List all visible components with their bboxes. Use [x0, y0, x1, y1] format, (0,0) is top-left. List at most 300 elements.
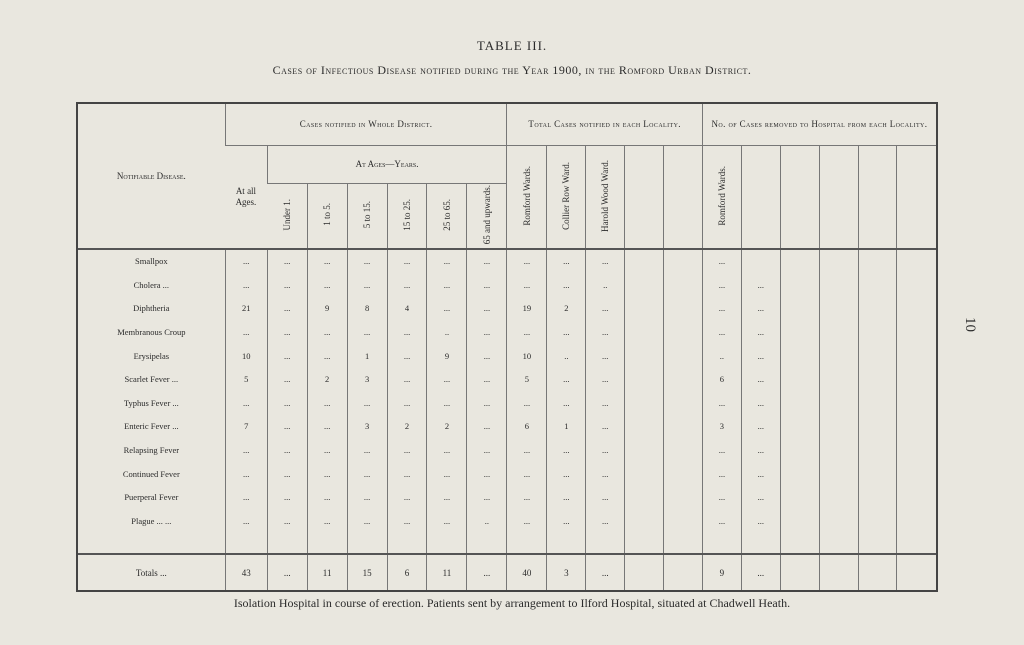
age-col-header: 5 to 15. — [347, 183, 387, 248]
table-subtitle: Cases of Infectious Disease notified during the Year 1900, in the Romford Urban District. — [272, 63, 752, 77]
removed-value — [858, 320, 897, 344]
age-value: 1 — [347, 344, 387, 368]
age-value: ... — [307, 320, 347, 344]
age-value: 2 — [427, 415, 467, 439]
disease-name: Cholera ... — [133, 279, 170, 290]
age-value: ... — [307, 415, 347, 439]
removed-value — [858, 554, 897, 590]
table-row — [78, 391, 936, 415]
empty-cell — [225, 532, 267, 554]
age-value: ... — [347, 509, 387, 533]
locality-value — [625, 249, 664, 274]
locality-value — [664, 509, 703, 533]
removed-value — [897, 367, 936, 391]
removed-value: ... — [702, 462, 741, 486]
locality-value: ... — [507, 438, 547, 462]
removed-value — [819, 320, 858, 344]
removed-value — [858, 367, 897, 391]
removed-value: ... — [702, 249, 741, 274]
at-ages-header: At Ages—Years. — [267, 146, 507, 184]
locality-value: 6 — [507, 415, 547, 439]
locality-value: ... — [507, 249, 547, 274]
removed-value — [819, 367, 858, 391]
locality-value: ... — [586, 554, 625, 590]
disease-name: Erysipelas — [133, 350, 170, 361]
removed-value: .. — [702, 344, 741, 368]
removed-value: ... — [702, 273, 741, 297]
age-value: ... — [347, 320, 387, 344]
empty-cell — [307, 532, 347, 554]
disease-name: Scarlet Fever ... — [124, 374, 179, 385]
removed-value — [897, 391, 936, 415]
removed-value — [897, 485, 936, 509]
age-value: ... — [347, 485, 387, 509]
all-ages-value: ... — [225, 462, 267, 486]
removed-value — [780, 249, 819, 274]
locality-value: ... — [547, 438, 586, 462]
removed-value: ... — [702, 391, 741, 415]
locality-value: ... — [507, 320, 547, 344]
age-value: ... — [267, 462, 307, 486]
age-value: 15 — [347, 554, 387, 590]
locality-value: ... — [507, 485, 547, 509]
removed-value: ... — [741, 438, 780, 462]
age-value: 4 — [387, 297, 427, 321]
removed-value — [780, 320, 819, 344]
age-value: ... — [467, 273, 507, 297]
removed-value — [858, 297, 897, 321]
age-value: ... — [267, 438, 307, 462]
locality-value: 5 — [507, 367, 547, 391]
empty-cell — [625, 532, 664, 554]
removed-value: ... — [741, 297, 780, 321]
age-value: ... — [387, 485, 427, 509]
age-value: ... — [267, 249, 307, 274]
empty-cell — [586, 532, 625, 554]
disease-name: Continued Fever — [122, 468, 180, 479]
age-value: 9 — [307, 297, 347, 321]
empty-cell — [347, 532, 387, 554]
age-value: ... — [427, 391, 467, 415]
age-value: ... — [347, 391, 387, 415]
removed-value — [819, 554, 858, 590]
age-col-header: 1 to 5. — [307, 183, 347, 248]
age-value: ... — [467, 438, 507, 462]
locality-value — [625, 554, 664, 590]
age-value: ... — [347, 273, 387, 297]
locality-value — [664, 485, 703, 509]
locality-value: ... — [547, 462, 586, 486]
removed-value: ... — [702, 320, 741, 344]
locality-value: ... — [586, 415, 625, 439]
empty-cell — [780, 532, 819, 554]
removed-value — [780, 391, 819, 415]
empty-cell — [267, 532, 307, 554]
removed-col-header: Romford Wards. — [702, 146, 741, 249]
table-row — [78, 320, 936, 344]
locality-header: Total Cases notified in each Locality. — [507, 104, 703, 146]
removed-value — [819, 415, 858, 439]
removed-value — [780, 344, 819, 368]
removed-value — [780, 415, 819, 439]
table-row — [78, 344, 936, 368]
locality-value — [664, 415, 703, 439]
disease-name: Diphtheria — [133, 303, 170, 314]
locality-value — [625, 485, 664, 509]
locality-value — [625, 344, 664, 368]
age-value: ... — [387, 509, 427, 533]
locality-value — [664, 297, 703, 321]
locality-value — [664, 320, 703, 344]
removed-value — [897, 554, 936, 590]
age-value: .. — [427, 320, 467, 344]
all-ages-value: 43 — [225, 554, 267, 590]
empty-cell — [819, 532, 858, 554]
empty-cell — [858, 532, 897, 554]
empty-cell — [897, 532, 936, 554]
table-row — [78, 297, 936, 321]
locality-value — [664, 391, 703, 415]
locality-value: ... — [586, 367, 625, 391]
removed-value — [819, 509, 858, 533]
locality-value: ... — [547, 273, 586, 297]
table-row — [78, 367, 936, 391]
locality-col-header — [625, 146, 664, 249]
age-value: ... — [387, 438, 427, 462]
locality-value: ... — [547, 391, 586, 415]
locality-value: 2 — [547, 297, 586, 321]
table-row — [78, 509, 936, 533]
removed-value — [858, 415, 897, 439]
age-value: ... — [467, 297, 507, 321]
age-value: ... — [347, 438, 387, 462]
age-value: ... — [267, 509, 307, 533]
locality-value: ... — [586, 485, 625, 509]
age-value: ... — [307, 509, 347, 533]
age-value: ... — [427, 462, 467, 486]
disease-name: Membranous Croup — [117, 327, 186, 338]
removed-value — [819, 344, 858, 368]
age-value: ... — [387, 273, 427, 297]
disease-name: Relapsing Fever — [123, 444, 180, 455]
removed-value: ... — [741, 509, 780, 533]
removed-value — [780, 462, 819, 486]
all-ages-value: ... — [225, 249, 267, 274]
age-value: ... — [307, 391, 347, 415]
table-row — [78, 415, 936, 439]
removed-value — [780, 297, 819, 321]
disease-name: Typhus Fever ... — [123, 397, 179, 408]
removed-value: ... — [702, 509, 741, 533]
locality-value: ... — [586, 438, 625, 462]
removed-value — [858, 509, 897, 533]
locality-value — [625, 273, 664, 297]
age-value: 11 — [307, 554, 347, 590]
locality-value: ... — [586, 297, 625, 321]
age-value: ... — [467, 249, 507, 274]
empty-cell — [547, 532, 586, 554]
removed-value — [897, 462, 936, 486]
age-value: ... — [427, 273, 467, 297]
age-value: ... — [467, 462, 507, 486]
removed-col-header — [741, 146, 780, 249]
locality-value — [664, 554, 703, 590]
locality-value: ... — [586, 391, 625, 415]
age-value: ... — [347, 249, 387, 274]
disease-name: Smallpox — [135, 256, 168, 267]
age-value: ... — [267, 554, 307, 590]
disease-name: Puerperal Fever — [124, 492, 179, 503]
removed-value — [858, 344, 897, 368]
age-value: ... — [267, 367, 307, 391]
removed-value: 3 — [702, 415, 741, 439]
age-value: ... — [387, 344, 427, 368]
locality-value: ... — [507, 391, 547, 415]
age-value: ... — [267, 485, 307, 509]
age-col-header: Under 1. — [267, 183, 307, 248]
locality-value — [664, 462, 703, 486]
removed-value — [780, 509, 819, 533]
age-value: ... — [427, 438, 467, 462]
removed-value — [780, 485, 819, 509]
locality-col-header: Romford Wards. — [507, 146, 547, 249]
age-value: ... — [427, 367, 467, 391]
removed-value — [897, 438, 936, 462]
age-value: ... — [307, 485, 347, 509]
age-value: ... — [387, 320, 427, 344]
all-ages-value: 21 — [225, 297, 267, 321]
age-value: ... — [267, 297, 307, 321]
empty-cell — [467, 532, 507, 554]
age-value: ... — [307, 462, 347, 486]
age-value: ... — [387, 462, 427, 486]
disease-column-header: Notifiable Disease. — [78, 104, 225, 249]
removed-to-hospital-header: No. of Cases removed to Hospital from each Locality. — [702, 104, 936, 146]
age-value: ... — [427, 249, 467, 274]
age-value: ... — [307, 344, 347, 368]
all-ages-value: ... — [225, 391, 267, 415]
age-value: ... — [467, 485, 507, 509]
all-ages-value: ... — [225, 320, 267, 344]
removed-value: 6 — [702, 367, 741, 391]
age-value: ... — [467, 344, 507, 368]
removed-value — [780, 438, 819, 462]
all-ages-value: ... — [225, 438, 267, 462]
age-value: ... — [347, 462, 387, 486]
locality-value — [625, 391, 664, 415]
removed-value: ... — [741, 273, 780, 297]
age-value: ... — [467, 415, 507, 439]
removed-value: ... — [741, 462, 780, 486]
removed-value — [819, 485, 858, 509]
all-ages-value: 10 — [225, 344, 267, 368]
age-value: 11 — [427, 554, 467, 590]
age-value: ... — [427, 509, 467, 533]
age-value: .. — [467, 509, 507, 533]
age-value: ... — [267, 391, 307, 415]
removed-value — [897, 344, 936, 368]
removed-value — [858, 273, 897, 297]
age-value: 9 — [427, 344, 467, 368]
locality-value: ... — [586, 320, 625, 344]
table-row — [78, 462, 936, 486]
age-value: 2 — [307, 367, 347, 391]
all-ages-value: ... — [225, 273, 267, 297]
removed-value — [780, 367, 819, 391]
age-value: 2 — [387, 415, 427, 439]
age-value: ... — [467, 554, 507, 590]
table-row — [78, 438, 936, 462]
removed-value — [897, 509, 936, 533]
age-value: ... — [267, 344, 307, 368]
age-value: ... — [307, 273, 347, 297]
age-value: ... — [267, 273, 307, 297]
removed-value — [819, 273, 858, 297]
locality-col-header: Harold Wood Ward. — [586, 146, 625, 249]
removed-value — [897, 320, 936, 344]
age-value: ... — [387, 367, 427, 391]
spacer-row — [78, 532, 936, 554]
locality-value: ... — [586, 344, 625, 368]
age-value: 8 — [347, 297, 387, 321]
removed-value: 9 — [702, 554, 741, 590]
locality-value — [625, 415, 664, 439]
age-col-header: 15 to 25. — [387, 183, 427, 248]
locality-value: ... — [547, 509, 586, 533]
locality-value: 1 — [547, 415, 586, 439]
empty-cell — [427, 532, 467, 554]
locality-value: ... — [507, 509, 547, 533]
age-col-header: 65 and upwards. — [467, 183, 507, 248]
disease-name: Totals ... — [78, 554, 225, 590]
locality-value — [625, 462, 664, 486]
locality-value: 40 — [507, 554, 547, 590]
age-value: ... — [467, 367, 507, 391]
table-title: TABLE III. — [476, 38, 548, 53]
locality-value: ... — [586, 249, 625, 274]
locality-col-header — [664, 146, 703, 249]
locality-value: ... — [547, 249, 586, 274]
locality-value — [625, 509, 664, 533]
removed-value — [819, 438, 858, 462]
removed-value — [858, 391, 897, 415]
locality-value: ... — [507, 273, 547, 297]
removed-col-header — [858, 146, 897, 249]
whole-district-header: Cases notified in Whole District. — [225, 104, 507, 146]
footer-note: Isolation Hospital in course of erection. Patients sent by arrangement to Ilford Hospital, situated at Chadwell Heath. — [233, 596, 791, 610]
removed-value: ... — [741, 320, 780, 344]
locality-value: 10 — [507, 344, 547, 368]
removed-value: ... — [741, 415, 780, 439]
disease-table — [78, 104, 936, 590]
removed-col-header — [780, 146, 819, 249]
removed-value — [897, 249, 936, 274]
empty-cell — [507, 532, 547, 554]
all-ages-value: 7 — [225, 415, 267, 439]
removed-value — [897, 297, 936, 321]
removed-value — [858, 462, 897, 486]
all-ages-header: At all Ages. — [225, 146, 267, 249]
age-value: ... — [427, 297, 467, 321]
locality-value — [625, 438, 664, 462]
age-value: ... — [307, 438, 347, 462]
removed-value — [741, 249, 780, 274]
age-value: 6 — [387, 554, 427, 590]
removed-value: ... — [702, 485, 741, 509]
locality-value: ... — [547, 367, 586, 391]
age-value: ... — [427, 485, 467, 509]
removed-value: ... — [741, 367, 780, 391]
removed-value — [858, 485, 897, 509]
removed-value — [897, 415, 936, 439]
age-value: 3 — [347, 415, 387, 439]
age-value: ... — [267, 415, 307, 439]
removed-value — [897, 273, 936, 297]
age-value: ... — [387, 391, 427, 415]
age-value: 3 — [347, 367, 387, 391]
locality-value — [664, 273, 703, 297]
locality-value: 19 — [507, 297, 547, 321]
locality-value — [625, 320, 664, 344]
removed-value: ... — [741, 554, 780, 590]
locality-value: 3 — [547, 554, 586, 590]
locality-col-header: Collier Row Ward. — [547, 146, 586, 249]
removed-value: ... — [741, 485, 780, 509]
locality-value — [625, 297, 664, 321]
locality-value: ... — [547, 320, 586, 344]
removed-value — [819, 297, 858, 321]
removed-value: ... — [741, 344, 780, 368]
age-value: ... — [467, 391, 507, 415]
removed-value — [780, 273, 819, 297]
removed-value — [819, 249, 858, 274]
removed-value: ... — [702, 438, 741, 462]
totals-row — [78, 554, 936, 590]
locality-value: ... — [586, 509, 625, 533]
all-ages-value: 5 — [225, 367, 267, 391]
removed-value — [858, 249, 897, 274]
removed-col-header — [897, 146, 936, 249]
locality-value — [664, 249, 703, 274]
all-ages-value: ... — [225, 509, 267, 533]
age-col-header: 25 to 65. — [427, 183, 467, 248]
empty-cell — [387, 532, 427, 554]
locality-value: .. — [586, 273, 625, 297]
age-value: ... — [467, 320, 507, 344]
locality-value — [664, 438, 703, 462]
empty-cell — [78, 532, 225, 554]
removed-value: ... — [702, 297, 741, 321]
locality-value: .. — [547, 344, 586, 368]
table-row — [78, 485, 936, 509]
age-value: ... — [307, 249, 347, 274]
all-ages-value: ... — [225, 485, 267, 509]
locality-value: ... — [507, 462, 547, 486]
empty-cell — [702, 532, 741, 554]
locality-value: ... — [547, 485, 586, 509]
disease-name: Enteric Fever ... — [124, 421, 179, 432]
empty-cell — [741, 532, 780, 554]
locality-value: ... — [586, 462, 625, 486]
age-value: ... — [387, 249, 427, 274]
locality-value — [664, 344, 703, 368]
locality-value — [625, 367, 664, 391]
removed-value — [819, 462, 858, 486]
removed-col-header — [819, 146, 858, 249]
removed-value — [858, 438, 897, 462]
empty-cell — [664, 532, 703, 554]
table-row — [78, 273, 936, 297]
